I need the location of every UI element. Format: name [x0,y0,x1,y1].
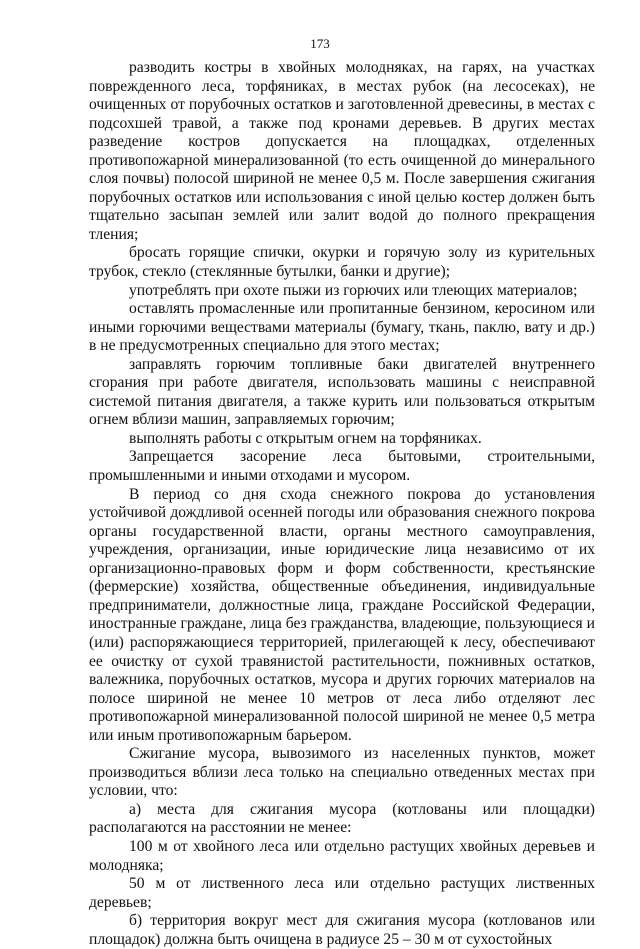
paragraph-item-a: а) места для сжигания мусора (котлованы или площадки) располагаются на расстоянии не менее: [89,800,595,837]
paragraph-hunting-wads: употреблять при охоте пыжи из горючих или тлеющих материалов; [129,281,578,299]
paragraph-garbage-burning: Сжигание мусора, вывозимого из населенных пунктов, может производиться вблизи леса только на специально отведенных местах при условии, что: [89,745,595,800]
paragraph-territory-cleaning: В период со дня схода снежного покрова до установления устойчивой дождливой осенней погоды или образования снежного покрова органы государственной власти, органы местного самоуправления, учреждения, организации, иные юридические лица независимо от их организационно-правовых форм и форм собственности, крестьянские (фермерские) хозяйства, общественные объединения, индивидуальные предприниматели, должностные лица, граждане Российской Федерации, иностранные граждане, лица без гражданства, владеющие, пользующиеся и (или) распоряжающиеся территорией, прилегающей к лесу, обеспечивают ее очистку от сухой травянистой растительности, пожнивных остатков, валежника, порубочных остатков, мусора и других горючих материалов на полосе шириной не менее 10 метров от леса либо отделяют лес противопожарной минерализованной полосой шириной не менее 0,5 метра или иным противопожарным барьером. [89,485,595,744]
paragraph-item-b: б) территория вокруг мест для сжигания мусора (котлованов или площадок) должна быть очищена в радиусе 25 – 30 м от сухостойных [89,912,595,948]
paragraph-oily-materials: оставлять промасленные или пропитанные бензином, керосином или иными горючими веществами материалы (бумагу, ткань, паклю, вату и др.) в не предусмотренных специально для этого местах; [89,300,595,355]
page-number: 173 [310,36,330,51]
paragraph-campfire-rules: разводить костры в хвойных молодняках, на гарях, на участках поврежденного леса, торфяниках, в местах рубок (на лесосеках), не очищенных от порубочных остатков и заготовленной древесины, в местах с подсохшей травой, а также под кронами деревьев. В других местах разведение костров допускается на площадках, отделенных противопожарной минерализованной (то есть очищенной до минерального слоя почвы) полосой шириной не менее 0,5 м. После завершения сжигания порубочных остатков или использования с иной целью костер должен быть тщательно засыпан землей или залит водой до полного прекращения тления; [89,59,595,243]
paragraph-matches-cigarettes: бросать горящие спички, окурки и горячую золу из курительных трубок, стекло (стеклянные бутылки, банки и другие); [89,244,595,281]
paragraph-refueling: заправлять горючим топливные баки двигателей внутреннего сгорания при работе двигателя, использовать машины с неисправной системой питания двигателя, а также курить или пользоваться открытым огнем вблизи машин, заправляемых горючим; [89,355,595,429]
body-text [89,59,595,949]
paragraph-peat-fire-work: выполнять работы с открытым огнем на торфяниках. [129,429,482,447]
paragraph-littering-prohibited: Запрещается засорение леса бытовыми, строительными, промышленными и иными отходами и мусором. [89,448,595,485]
paragraph-distance-deciduous: 50 м от лиственного леса или отдельно растущих лиственных деревьев; [89,875,595,911]
paragraph-distance-conifer: 100 м от хвойного леса или отдельно растущих хвойных деревьев и молодняка; [89,837,595,874]
